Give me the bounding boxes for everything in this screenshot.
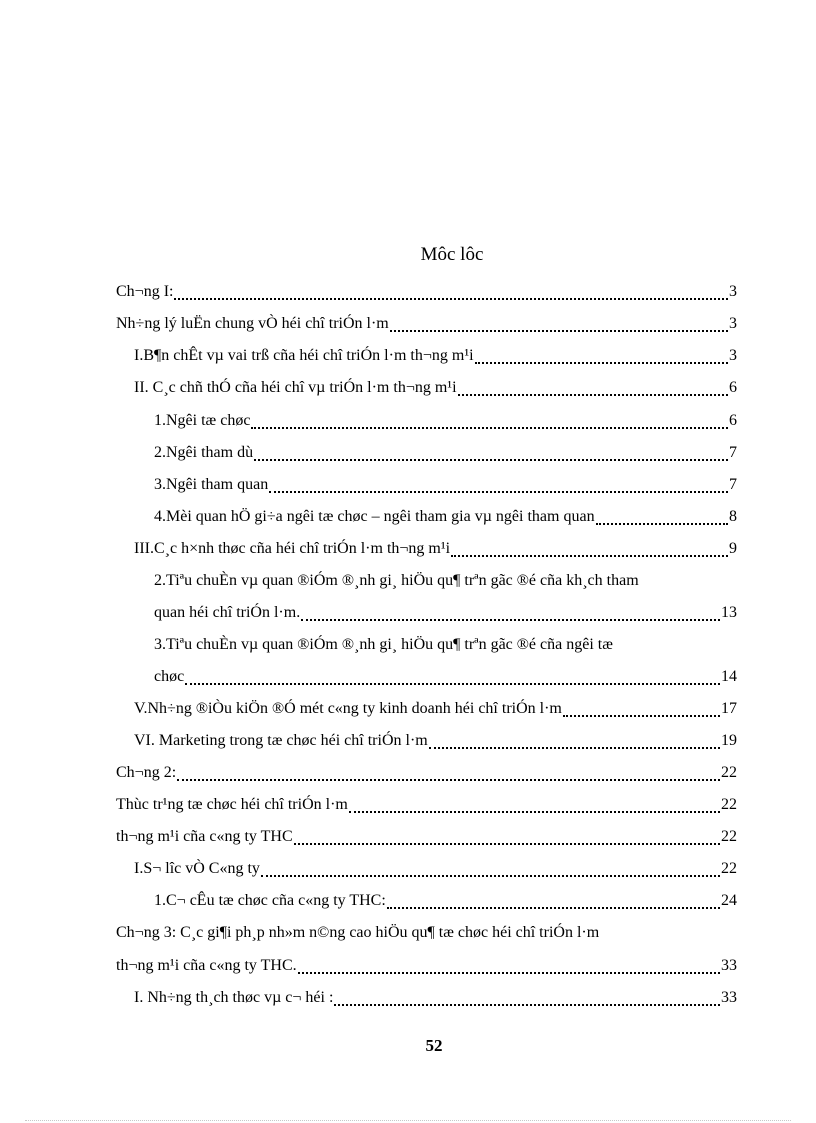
toc-entry-text[interactable]: 2.Tiªu chuÈn vµ quan ®iÓm ®¸nh gi¸ hiÖu qu¶ trªn gãc ®é cña kh¸ch tham bbox=[154, 572, 639, 589]
toc-entry[interactable] bbox=[154, 662, 737, 692]
dot-leader bbox=[596, 523, 728, 525]
dot-leader bbox=[563, 715, 720, 717]
toc-entry-page: 22 bbox=[721, 764, 737, 781]
dot-leader bbox=[334, 1004, 720, 1006]
toc-entry-page: 6 bbox=[729, 412, 737, 429]
dot-leader bbox=[261, 875, 720, 877]
toc-entry[interactable] bbox=[116, 758, 737, 788]
toc-entry-page: 9 bbox=[729, 540, 737, 557]
dot-leader bbox=[458, 394, 728, 396]
toc-entry-text: Ch¬ng I: bbox=[116, 283, 174, 300]
dot-leader bbox=[294, 843, 720, 845]
toc-entry-text[interactable]: Ch¬ng 3: C¸c gi¶i ph¸p nh»m n©ng cao hiÖu qu¶ tæ chøc héi chî triÓn l·m bbox=[116, 924, 600, 941]
toc-entry-page: 7 bbox=[729, 476, 737, 493]
toc-entry-text: VI. Marketing trong tæ chøc héi chî triÓn l·m bbox=[134, 732, 428, 749]
toc-entry-text: III.C¸c h×nh thøc cña héi chî triÓn l·m th¬ng m¹i bbox=[134, 540, 451, 557]
page-number: 52 bbox=[425, 1036, 443, 1055]
dot-leader bbox=[390, 330, 728, 332]
toc-entry[interactable] bbox=[154, 502, 737, 532]
toc-entry[interactable] bbox=[116, 277, 737, 307]
toc-entry-page: 3 bbox=[729, 283, 737, 300]
toc-entry-page: 7 bbox=[729, 444, 737, 461]
toc-entry-text: 1.C¬ cÊu tæ chøc cña c«ng ty THC: bbox=[154, 892, 386, 909]
toc-entry-page: 22 bbox=[721, 796, 737, 813]
toc-entry-text: Ch¬ng 2: bbox=[116, 764, 177, 781]
toc-entry-page: 24 bbox=[721, 892, 737, 909]
toc-entry-page: 3 bbox=[729, 315, 737, 332]
dot-leader bbox=[251, 427, 728, 429]
toc-entry-page: 3 bbox=[729, 347, 737, 364]
toc-entry-page: 22 bbox=[721, 860, 737, 877]
toc-entry-text: Nh÷ng lý luËn chung vÒ héi chî triÓn l·m bbox=[116, 315, 389, 332]
dot-leader bbox=[298, 972, 720, 974]
toc-entry[interactable] bbox=[134, 854, 737, 884]
dot-leader bbox=[269, 491, 728, 493]
toc-entry-page: 6 bbox=[729, 379, 737, 396]
toc-entry[interactable] bbox=[154, 438, 737, 468]
toc-entry-page: 14 bbox=[721, 668, 737, 685]
dot-leader bbox=[349, 811, 720, 813]
dot-leader bbox=[254, 459, 728, 461]
dot-leader bbox=[174, 298, 728, 300]
toc-entry[interactable] bbox=[134, 694, 737, 724]
toc-entry-text: Thùc tr¹ng tæ chøc héi chî triÓn l·m bbox=[116, 796, 348, 813]
toc-entry-page: 17 bbox=[721, 700, 737, 717]
toc-entry-text: V.Nh÷ng ®iÒu kiÖn ®Ó mét c«ng ty kinh doanh héi chî triÓn l·m bbox=[134, 700, 562, 717]
toc-entry-text-cont: th¬ng m¹i cña c«ng ty THC. bbox=[116, 957, 297, 974]
toc-entry[interactable] bbox=[134, 983, 737, 1013]
dot-leader bbox=[475, 362, 728, 364]
toc-entry-page: 19 bbox=[721, 732, 737, 749]
toc-entry-page: 33 bbox=[721, 957, 737, 974]
toc-entry-page: 22 bbox=[721, 828, 737, 845]
toc-entry-text-cont: chøc bbox=[154, 668, 185, 685]
dot-leader bbox=[387, 907, 720, 909]
page-bottom-divider bbox=[25, 1120, 791, 1121]
toc-entry[interactable] bbox=[116, 309, 737, 339]
toc-entry[interactable] bbox=[134, 534, 737, 564]
dot-leader bbox=[177, 779, 720, 781]
toc-entry-text: 4.Mèi quan hÖ gi÷a ngêi tæ chøc – ngêi tham gia vµ ngêi tham quan bbox=[154, 508, 595, 525]
dot-leader bbox=[451, 555, 728, 557]
toc-entry[interactable] bbox=[154, 470, 737, 500]
toc-entry-page: 13 bbox=[721, 604, 737, 621]
toc-entry[interactable] bbox=[154, 886, 737, 916]
dot-leader bbox=[429, 747, 720, 749]
toc-entry[interactable] bbox=[134, 373, 737, 403]
toc-entry-text-cont: quan héi chî triÓn l·m. bbox=[154, 604, 301, 621]
toc-entry[interactable] bbox=[134, 341, 737, 371]
toc-entry[interactable] bbox=[116, 790, 737, 820]
toc-entry[interactable] bbox=[116, 822, 737, 852]
toc-entry[interactable] bbox=[134, 726, 737, 756]
toc-entry-text: I. Nh÷ng th¸ch thøc vµ c¬ héi : bbox=[134, 989, 334, 1006]
toc-entry-page: 33 bbox=[721, 989, 737, 1006]
toc-entry-text: I.B¶n chÊt vµ vai trß cña héi chî triÓn l·m th¬ng m¹i bbox=[134, 347, 474, 364]
toc-entry[interactable] bbox=[154, 406, 737, 436]
dot-leader bbox=[185, 683, 720, 685]
toc-entry-text: 3.Ngêi tham quan bbox=[154, 476, 269, 493]
dot-leader bbox=[301, 619, 720, 621]
toc-entry-text: I.S¬ lîc vÒ C«ng ty bbox=[134, 860, 260, 877]
toc-entry[interactable] bbox=[154, 598, 737, 628]
toc-entry-text: th¬ng m¹i cña c«ng ty THC bbox=[116, 828, 293, 845]
toc-entry-text: II. C¸c chñ thÓ cña héi chî vµ triÓn l·m th¬ng m¹i bbox=[134, 379, 457, 396]
toc-entry[interactable] bbox=[116, 951, 737, 981]
toc-entry-text: 1.Ngêi tæ chøc bbox=[154, 412, 251, 429]
toc-entry-text[interactable]: 3.Tiªu chuÈn vµ quan ®iÓm ®¸nh gi¸ hiÖu qu¶ trªn gãc ®é cña ngêi tæ bbox=[154, 636, 613, 653]
toc-entry-page: 8 bbox=[729, 508, 737, 525]
toc-title: Môc lôc bbox=[420, 244, 484, 265]
toc-entry-text: 2.Ngêi tham dù bbox=[154, 444, 254, 461]
